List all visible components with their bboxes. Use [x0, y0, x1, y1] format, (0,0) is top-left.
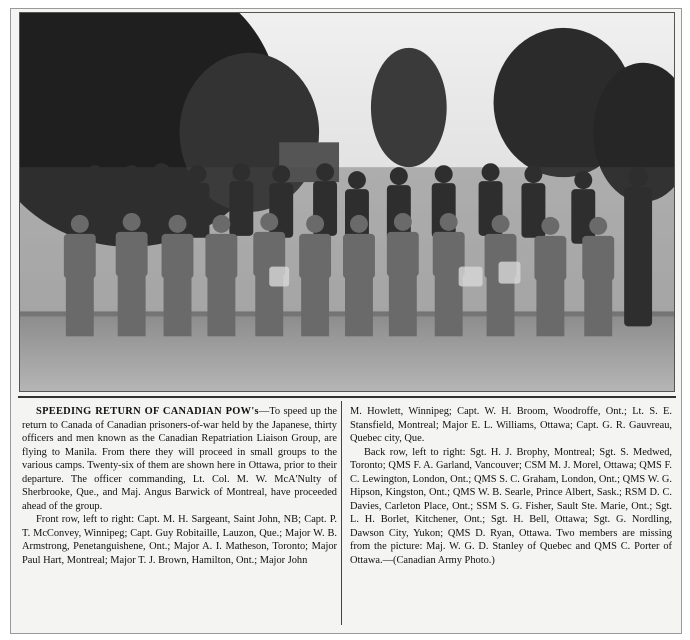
caption-column-right [350, 405, 672, 567]
column-divider [341, 401, 342, 625]
caption-intro-text: —To speed up the return to Canada of Canadian prisoners-of-war held by the Japanese, thirty officers and men known as the Canadian Repatriation Liaison Group, are flying to Manila. From there they will proceed in small groups to the various camps. Twenty-six of them are shown here in Ottawa, prior to their departure. The officer commanding, Lt. Col. M. W. McA'Nulty of Sherbrooke, Que., and Maj. Angus Barwick of Montreal, have proceeded ahead of the group. [22, 406, 337, 512]
back-row-names: Back row, left to right: Sgt. H. J. Brophy, Montreal; Sgt. S. Medwed, Toronto; QMS F. A. Garland, Vancouver; CSM M. J. Morel, Ottawa; QMS F. C. Lewington, London, Ont.; QMS S. C. Graham, London, Ont.; QMS W. G. Hipson, Kingston, Ont.; QMS W. B. Searle, Prince Albert, Sask.; RSM D. C. Davies, Carleton Place, Ont.; SSM S. G. Fisher, Sault Ste. Marie, Ont.; Sgt. L. H. Borlet, Kitchener, Ont.; Sgt. H. Bell, Ottawa; Sgt. G. Nordling, Dawson City, Yukon; QMS D. Ryan, Ottawa. Two members are missing from the picture: Maj. W. G. D. Stanley of Quebec and QMS C. Porter of Ottawa.—(Canadian Army Photo.) [350, 446, 672, 566]
front-row-names: Front row, left to right: Capt. M. H. Sargeant, Saint John, NB; Capt. P. T. McConvey, Winnipeg; Capt. Guy Robitaille, Lauzon, Que.; Major W. B. Armstrong, Penetanguishene, Ont.; Major A. I. Matheson, Toronto; Major Paul Hart, Montreal; Major T. J. Brown, Hamilton, Ont.; Major John [22, 514, 337, 566]
caption-intro-paragraph [22, 405, 337, 513]
front-row-continued: M. Howlett, Winnipeg; Capt. W. H. Broom, Woodroffe, Ont.; Lt. S. E. Stansfield, Montreal; Major E. L. Williams, Ottawa; Capt. G. R. Gauvreau, Quebec city, Que. [350, 406, 672, 444]
caption-column-left [22, 405, 337, 567]
photo-illustration [20, 13, 674, 391]
caption-divider [18, 396, 676, 398]
caption-headline: SPEEDING RETURN OF CANADIAN POW's [36, 406, 259, 417]
group-photograph [19, 12, 675, 392]
